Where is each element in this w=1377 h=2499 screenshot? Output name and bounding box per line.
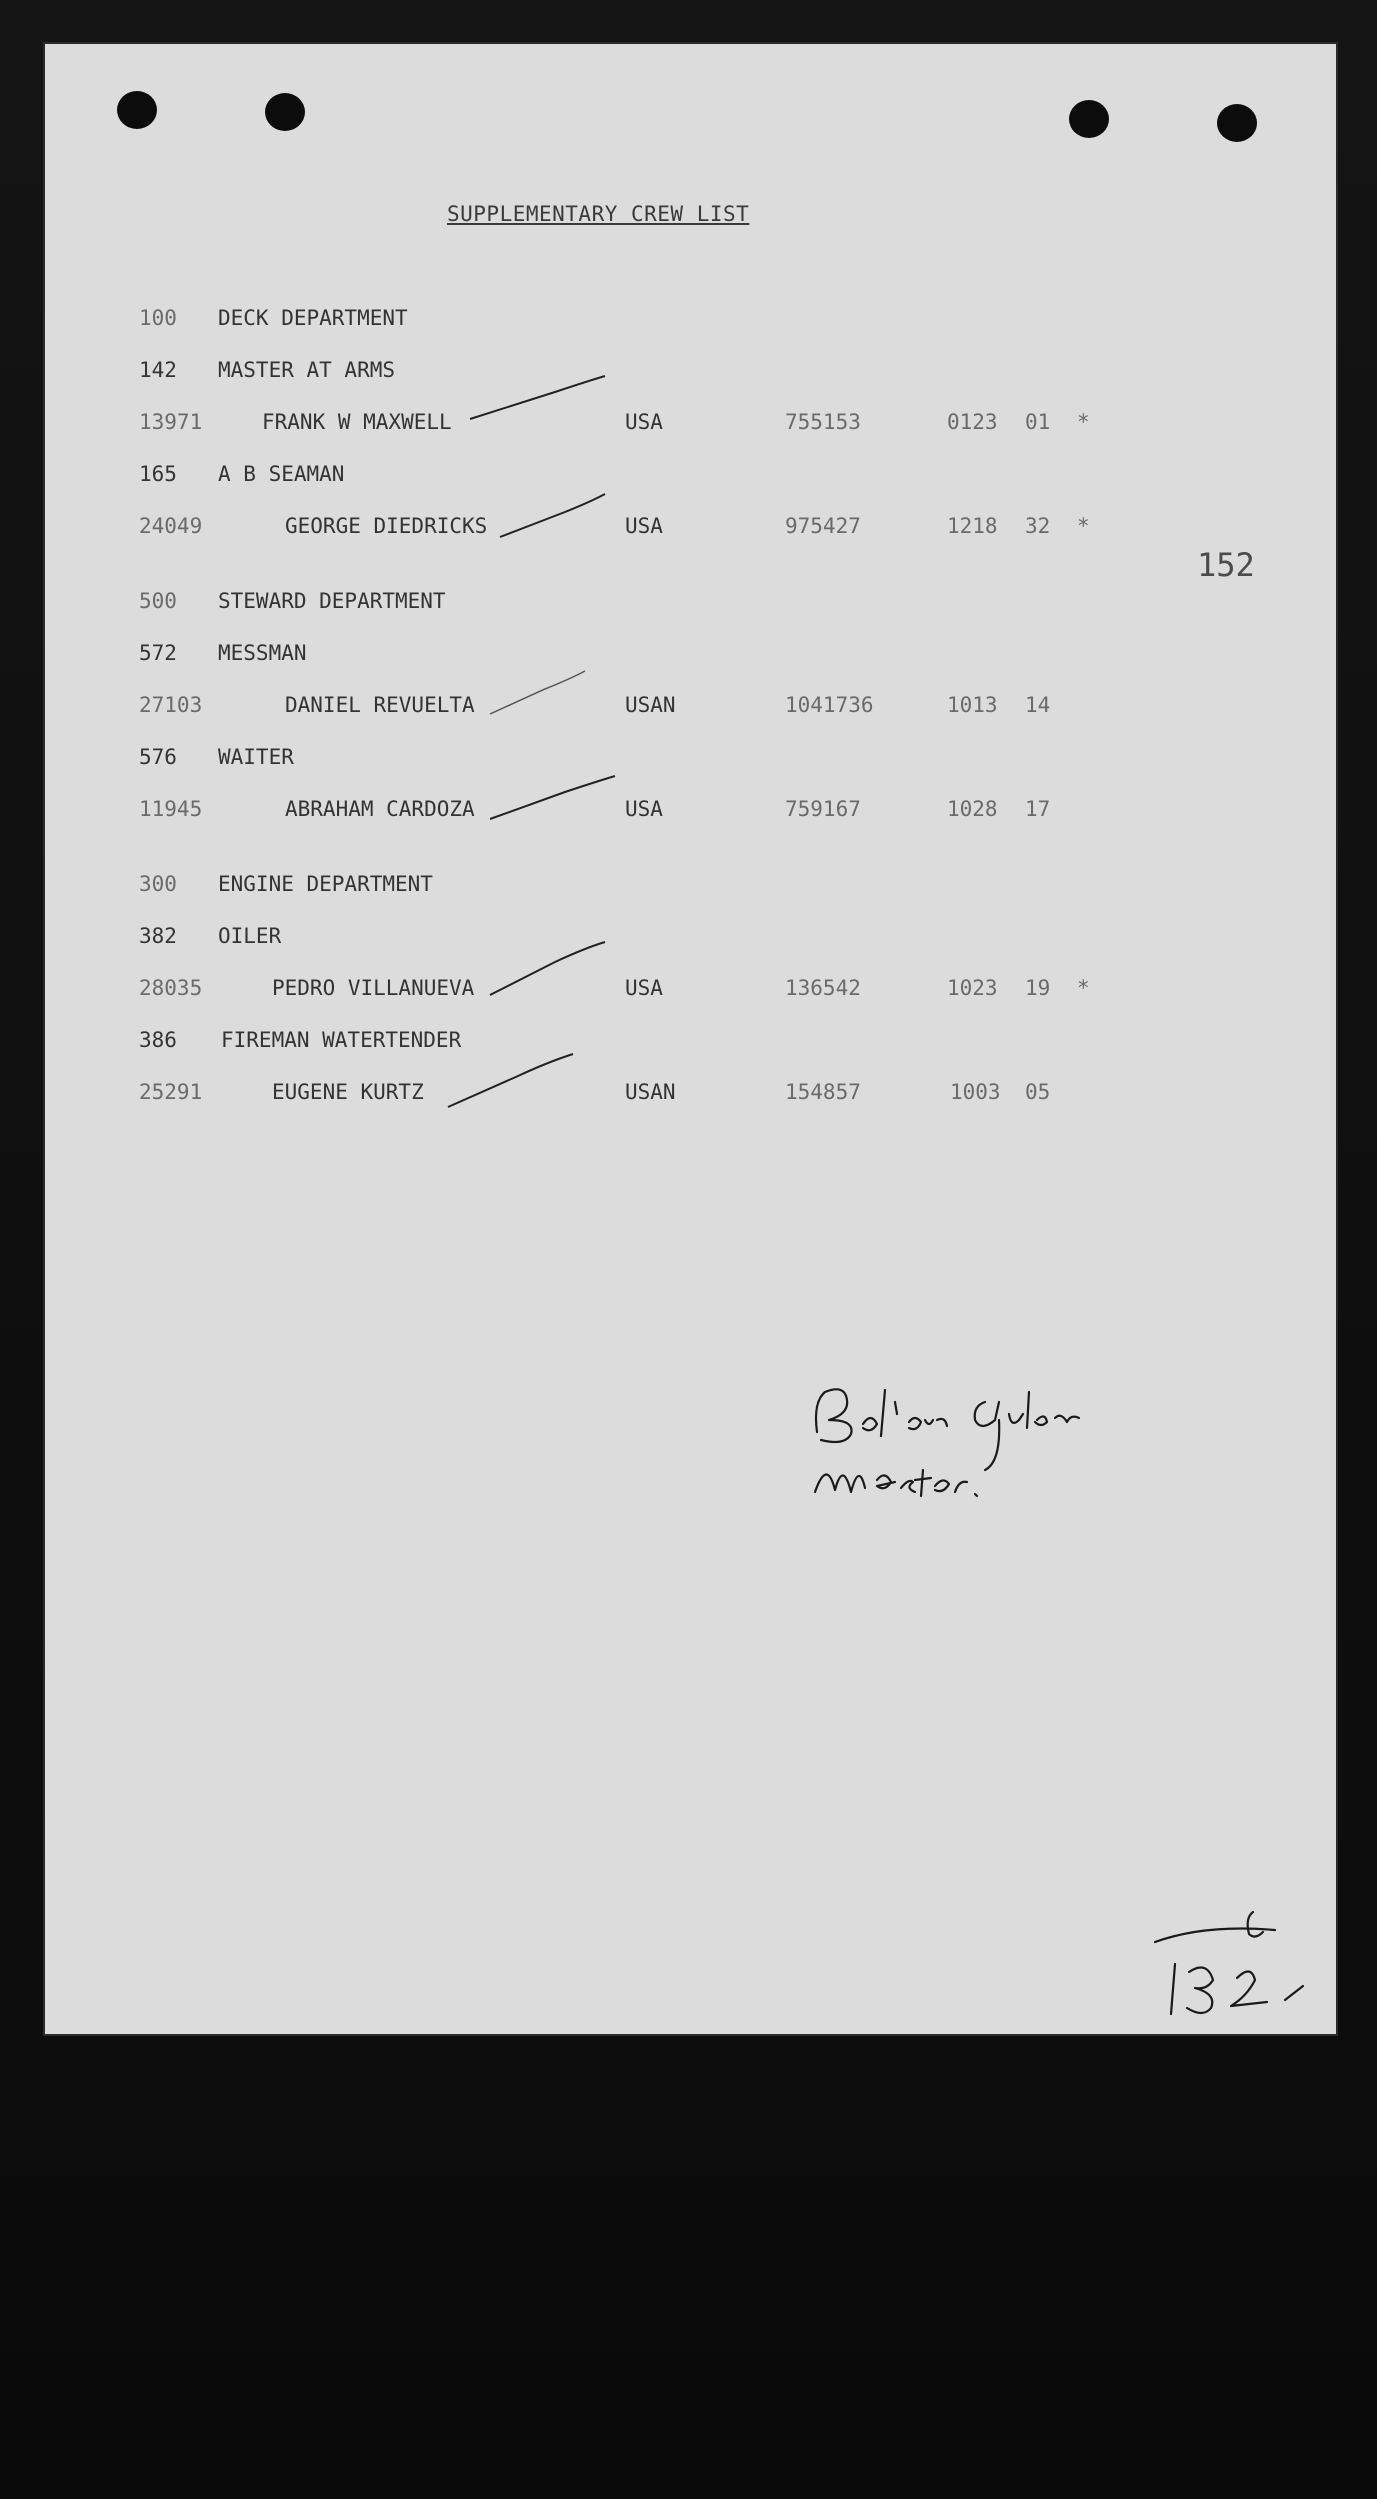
crew-code-a: 1028 — [947, 797, 998, 821]
crew-name: DANIEL REVUELTA — [285, 693, 475, 717]
document-title: SUPPLEMENTARY CREW LIST — [447, 202, 750, 226]
crew-code-a: 0123 — [947, 410, 998, 434]
crew-book-number: 755153 — [785, 410, 861, 434]
crew-code-a: 1003 — [950, 1080, 1001, 1104]
crew-code-b: 05 — [1025, 1080, 1051, 1104]
row-code: 572 — [139, 641, 177, 665]
row-code: 382 — [139, 924, 177, 948]
crew-code-a: 1013 — [947, 693, 998, 717]
crew-name: ABRAHAM CARDOZA — [285, 797, 475, 821]
row-label: ENGINE DEPARTMENT — [218, 872, 433, 896]
row-code: 576 — [139, 745, 177, 769]
crew-code-a: 1218 — [947, 514, 998, 538]
row-code: 300 — [139, 872, 177, 896]
crew-nationality: USA — [625, 797, 663, 821]
crew-book-number: 154857 — [785, 1080, 861, 1104]
crew-number: 13971 — [139, 410, 203, 434]
crew-code-a: 1023 — [947, 976, 998, 1000]
row-label: FIREMAN WATERTENDER — [221, 1028, 462, 1052]
row-code: 386 — [139, 1028, 177, 1052]
crew-name: PEDRO VILLANUEVA — [272, 976, 475, 1000]
crew-star-mark: * — [1077, 976, 1090, 1000]
crew-number: 24049 — [139, 514, 203, 538]
crew-code-b: 14 — [1025, 693, 1051, 717]
master-signature — [805, 1362, 1145, 1512]
check-mark — [485, 940, 615, 1000]
row-code: 142 — [139, 358, 177, 382]
check-mark — [485, 669, 595, 719]
crew-code-b: 01 — [1025, 410, 1051, 434]
crew-code-b: 19 — [1025, 976, 1051, 1000]
page-side-number: 152 — [1197, 546, 1255, 584]
crew-nationality: USAN — [625, 693, 676, 717]
crew-book-number: 136542 — [785, 976, 861, 1000]
crew-star-mark: * — [1077, 410, 1090, 434]
crew-nationality: USA — [625, 410, 663, 434]
row-code: 100 — [139, 306, 177, 330]
crew-number: 25291 — [139, 1080, 203, 1104]
punch-hole — [117, 91, 157, 129]
crew-name: EUGENE KURTZ — [272, 1080, 424, 1104]
row-code: 165 — [139, 462, 177, 486]
crew-star-mark: * — [1077, 514, 1090, 538]
crew-number: 27103 — [139, 693, 203, 717]
punch-hole — [1069, 100, 1109, 138]
punch-hole — [265, 93, 305, 131]
crew-number: 28035 — [139, 976, 203, 1000]
archive-mark — [1145, 1884, 1345, 2024]
row-label: MASTER AT ARMS — [218, 358, 396, 382]
check-mark — [485, 774, 625, 824]
document-page — [45, 44, 1336, 2034]
crew-name: GEORGE DIEDRICKS — [285, 514, 488, 538]
crew-book-number: 759167 — [785, 797, 861, 821]
row-label: STEWARD DEPARTMENT — [218, 589, 446, 613]
crew-nationality: USA — [625, 514, 663, 538]
crew-book-number: 975427 — [785, 514, 861, 538]
crew-nationality: USA — [625, 976, 663, 1000]
check-mark — [495, 492, 615, 542]
row-code: 500 — [139, 589, 177, 613]
row-label: WAITER — [218, 745, 294, 769]
check-mark — [465, 374, 615, 424]
row-label: MESSMAN — [218, 641, 307, 665]
punch-hole — [1217, 104, 1257, 142]
row-label: DECK DEPARTMENT — [218, 306, 408, 330]
crew-code-b: 32 — [1025, 514, 1051, 538]
row-label: OILER — [218, 924, 282, 948]
row-label: A B SEAMAN — [218, 462, 345, 486]
crew-number: 11945 — [139, 797, 203, 821]
crew-book-number: 1041736 — [785, 693, 874, 717]
check-mark — [443, 1052, 583, 1112]
crew-code-b: 17 — [1025, 797, 1051, 821]
crew-nationality: USAN — [625, 1080, 676, 1104]
crew-name: FRANK W MAXWELL — [262, 410, 452, 434]
